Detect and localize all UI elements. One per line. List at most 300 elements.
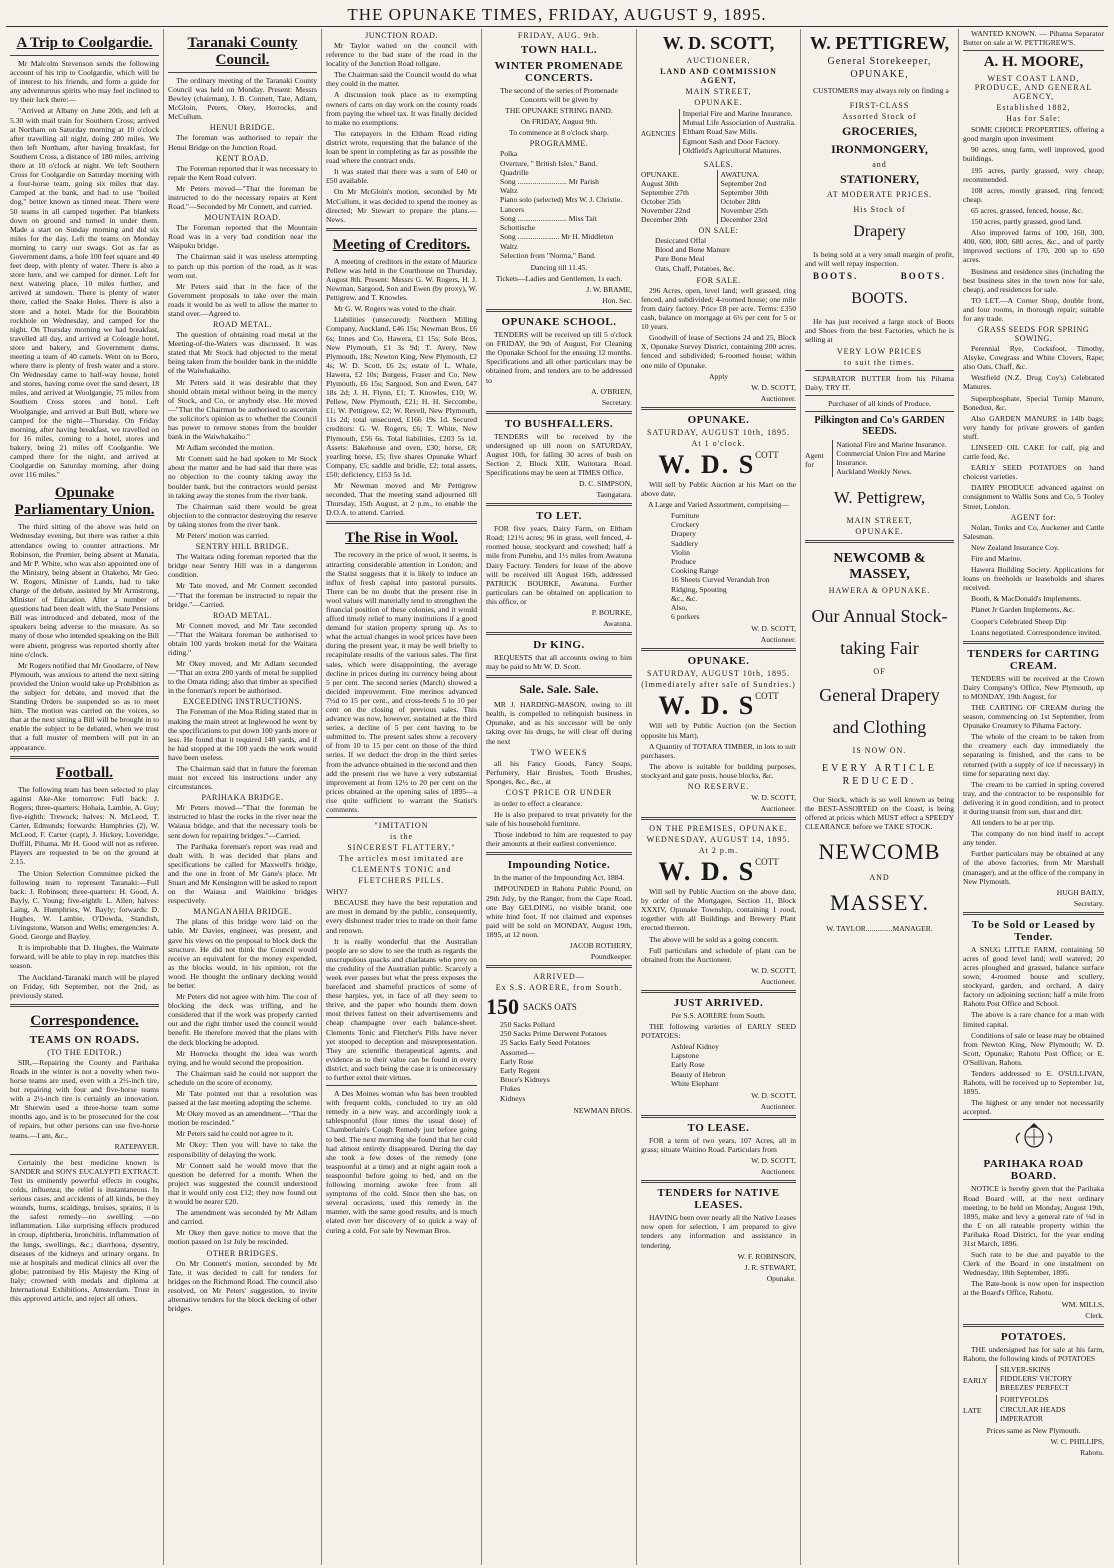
drapery-body: Is being sold at a very small margin of profit, and will well repay inspection. <box>805 250 954 269</box>
very-low-prices: VERY LOW PRICES <box>836 346 923 356</box>
apply-signature: W. D. SCOTT, <box>751 382 796 392</box>
groceries: GROCERIES, <box>841 124 918 139</box>
programme-item: Lancers <box>500 204 525 214</box>
reduced: REDUCED. <box>842 775 917 787</box>
metal-body-3: Mr Adlam seconded the motion. <box>176 443 275 453</box>
column-4 <box>482 29 637 1565</box>
wds-logo-3: W. D. S <box>658 857 756 887</box>
concert-line-1: The second of the series of Promenade Concerts will be given by <box>500 86 618 105</box>
agent7-body-7: Cooper's Celebrated Sheep Dip <box>971 616 1067 626</box>
is-now-on: IS NOW ON. <box>852 745 907 755</box>
oats-item: Flukes <box>500 1084 521 1094</box>
sale-date-awatuna: December 23rd <box>720 215 768 225</box>
coolgardie-body: "Arrived at Albany on June 20th, and left at 5.30 with mail train for Southern Cross; arrived at Northam on Saturday morning at 10 o'clock after travelling all night, doing 280 miles. We then left Northam, after having breakfast, for Southern Cross, a distance of 180 miles, arriving there at 10 o'clock at night. We left Southern Cross for Coolgardie on Saturday morning with a four-horse team, going six miles that day. Camped at the bank, and had to use "boiled dog," better known as tinned meat. There were 50 teams in all camped together. Pat blankets down on ground and turned in under them. Made a start on Sunday morning and did six miles for the day. Left the teams on Monday morning to carry our swags. Got as far as Government dams, a hole 100 feet square and 40 feet deep, with plenty of water. There is also a store here, and we camped for dinner. Left for next watering place, 10 miles further, and arrived at sundown. There is plenty of water there, called the Snake Holes. There is also a store and a hotel. Made for the Boorabbin rockhole on Wednesday, and camped for the night. On Thursday morning we had breakfast, travelled all day, and arrived at Coleagle hotel, store and bakery, and Government dams, meeting a team of 40 camels. Went on to Boro, where there is plenty of fresh water and a store. On Wednesday came to half-way house, hotel and stores, having come over the sand desert, 18 miles, and arrived at Woolgangie, 75 miles from Southern Cross stores and hotel. Left Woolgangie, and arrived at Bull Bull, where we camped for the night—Thursday. On Friday morning, after having breakfast, we travelled on for 16 miles, coming to a hotel, stores and bakery, being 21 miles off Coolgardie. We camped there for the night, and arrived at Coolgardie on Saturday morning, after doing over 116 miles." <box>10 106 159 480</box>
two-weeks: TWO WEEKS <box>530 747 588 757</box>
creditors-body-3: Liabilities (unsecured): Northern Milling Company, Auckland, £46 15s; Newman Bros, £6 6s; Innes and Co, Hawera, £1 15s; Sole Bros, New Plymouth, £1 3s 9d; T. Avery, New Plymouth, 18s; Newton King, New Plymouth, £2 4s; W. D. Scott, £6 2s; estate of L. Whale, Hawera, £2 10s; Burgess, Fraser and Co, New Plymouth, £6 15s; Sargood, Son and Ewen, £47 18s 2d; J. H. Flynn, £1; T. Knowles, £10; W. Pellew, New Plymouth, £21; H. H. Seccombe, £1; W. Pettigrew, £2; W. Revell, New Plymouth, 11s 2d; total unsecured, £166 19s 1d. Secured creditors: G. W. Rogers, £6; T. White, New Plymouth, £56 6s. Total liabilities, £203 5s 1d. Assets: Bakehouse and oven, £30; horse, £8; yearling horse, £5; five shares Opunake Wharf Company, £5; saddle and bridle, £2; total assets, £50; deficiency, £153 5s 1d. <box>326 315 477 479</box>
divider <box>963 1324 1104 1327</box>
football-body-1: The following team has been selected to play against Ake-Ake tomorrow: Full back: J. Rogers; three-quarters: Hohaia, Lambie, A. Guy; five-eighth: Trewock; halves: N. McLeod, T. Carter, Edmunds; forwards: Humphries (2), W. McLeod, F. Carter (capt), J. Hickey, Loveridge, Duffill, Pihama. Mr H. Good will not as referee. Players are requested to be on the ground at 2.15. <box>10 784 159 867</box>
junction-body-3: A discussion took place as to exempting owners of carts on day work on the county roads from paying the wheel tax. It was finally decided to make no exemptions. <box>326 90 477 127</box>
agency-item: Imperial Fire and Marine Insurance. <box>682 109 793 118</box>
arrived-heading: JUST ARRIVED. <box>673 996 764 1009</box>
potato-variety: Lapstone <box>671 1051 699 1061</box>
tonic-body-1: BECAUSE they have the best reputation and are most in demand by the public, consequently, every dishonest trader tries to trade on their fame and renown. <box>326 898 477 935</box>
agent7-body-1: Nolan, Tonks and Co, Auckener and Cattle Salesman. <box>963 522 1104 541</box>
football-title: Football. <box>55 764 114 781</box>
tickets-line: Tickets—Ladies and Gentlemen, 1s each. <box>495 274 623 283</box>
mountain-body-3: Mr Peters said that in the face of the Government proposals to take over the main roads it would be as well to allow the matter to stand over.—Agreed to. <box>168 281 317 318</box>
programme-item: Selection from "Norma," Band. <box>500 250 596 260</box>
scott-role-1: AUCTIONEER, <box>686 56 751 65</box>
manga-body-10: The amendment was seconded by Mr Adlam and carried. <box>168 1208 317 1227</box>
board-signature: WM. MILLS, <box>1061 1299 1104 1309</box>
auction1-items <box>671 511 796 621</box>
auction-item: 6 porkers <box>671 612 700 622</box>
auction-item: Produce <box>671 557 696 567</box>
imitation-line-6: FLETCHERS PILLS. <box>358 876 445 886</box>
general-line-2: and Clothing <box>832 716 927 737</box>
potato-variety: FIDDLERS' VICTORY <box>1000 1373 1073 1383</box>
auction1-date: SATURDAY, AUGUST 10th, 1895. <box>647 427 790 437</box>
drapery-heading: Drapery <box>853 223 906 241</box>
let-heading: TO LET. <box>536 510 582 523</box>
first-class: FIRST-CLASS <box>849 101 910 111</box>
imitation-line-5: CLEMENTS TONIC and <box>351 865 452 875</box>
moore-body-8: Business and residence sites (including the best business sites in the town now for sale, cheap), and residences for sale. <box>963 266 1104 294</box>
school-signature-role: Secretary. <box>601 397 632 407</box>
imitation-line-4: The articles most imitated are <box>338 854 465 864</box>
sentry-body-2: Mr Tate moved, and Mr Connett seconded—"That the foreman be instructed to repair the bridge."—Carried. <box>168 581 317 609</box>
moderate-prices: AT MODERATE PRICES. <box>826 190 933 200</box>
agency-item: National Fire and Marine Insurance. <box>836 439 947 449</box>
auction3-note-2: Full particulars and schedule of plant can be obtained from the Auctioneer. <box>641 945 796 964</box>
divider <box>486 675 632 678</box>
auction1-town: OPUNAKE. <box>687 413 750 426</box>
potatoes-place: Rahotu. <box>1080 1448 1104 1458</box>
his-stock: His Stock of <box>853 205 906 215</box>
football-body-4: The Auckland-Taranaki match will be played on Friday, 6th September, not the 2nd, as previously stated. <box>10 972 159 1000</box>
council-title: Taranaki County Council. <box>187 35 298 68</box>
lease-role: Auctioneer. <box>760 1167 796 1177</box>
programme-heading: PROGRAMME. <box>529 139 589 149</box>
grass-heading: GRASS SEEDS FOR SPRING SOWING. <box>977 325 1090 344</box>
arrived-ship-line: Per S.S. AORERE from South. <box>671 1010 766 1020</box>
moore-name: A. H. MOORE, <box>983 54 1084 71</box>
agencies-list <box>679 109 796 155</box>
divider <box>326 1085 477 1086</box>
council-intro: The ordinary meeting of the Taranaki County Council was held on Monday. Present: Messrs Bewley (chairman), J. B. Connett, Tate, Adlam, McGloin, Peters, Okey, Horrocks, and McCullum. <box>168 76 317 122</box>
kent-body-2: Mr Peters moved—"That the foreman be instructed to do the necessary repairs at Kent Road."—Seconded by Mr Connett, and carried. <box>168 183 317 212</box>
agency-item: Oldfield's Agricultural Manures. <box>682 145 782 155</box>
forsale-heading: FOR SALE. <box>696 275 741 285</box>
late-label: LATE <box>963 1406 982 1416</box>
wds-logo: W. D. S <box>658 449 756 479</box>
potatoes-price: Prices same as New Plymouth. <box>986 1425 1081 1435</box>
onsale-item: Oats, Chaff, Potatoes, &c. <box>655 263 735 273</box>
auction1-body: Will sell by Public Auction at his Mart on the above date, <box>641 479 796 498</box>
auction3-time: At 2 p.m. <box>698 846 739 856</box>
suit-times: to suit the times. <box>844 357 915 367</box>
tender-body-4: Tenders addressed to E. O'SULLIVAN, Rahotu, will be received up to September 1st, 1895. <box>963 1068 1104 1097</box>
programme-item: Song .......................... Mr Parish <box>500 177 599 187</box>
school-body: TENDERS will be received up till 5 o'clock on FRIDAY, the 9th of August, For Cleaning the Opunake School for the ensuing 12 months. Specifications and all other particulars may be obtained from, and tenders are to be addressed to <box>486 330 632 385</box>
moore-established: Established 1882, <box>996 103 1071 113</box>
henui-body: The foreman was authorised to repair the Henui Bridge on the Junction Road. <box>168 133 317 152</box>
imitation-line-2: is the <box>389 832 414 842</box>
auction1-signature: W. D. SCOTT, <box>751 624 796 634</box>
sale-date-opunake: September 27th <box>641 188 689 198</box>
dancing-line: Dancing till 11.45. <box>530 262 588 272</box>
tender-heading: To be Sold or Leased by Tender. <box>971 918 1096 943</box>
divider <box>641 1180 796 1183</box>
metal-body-2: Mr Peters said it was desirable that they should obtain metal without being in the mercy of Stock, and Co, or anybody else. He moved—"That the Chairman be authorised to ascertain the solicitor's opinion as to whether the Council has power to remove stones from the boulder bank in the Waiwhakaiho." <box>168 377 317 442</box>
auction-item: Also, <box>671 603 688 613</box>
agent-for-heading: AGENT for: <box>1010 512 1057 522</box>
board-role: Clerk. <box>1085 1310 1104 1320</box>
forsale-body-1: 296 Acres, open, level land; well grassed, ring fenced, and subdivided; 4-roomed house; one mile from dairy factory. Price £8 per acre. Terms: £350 cash, balance on mortgage at 6½ per cent for 5 or 10 years. <box>641 285 796 332</box>
bush-signature: D. C. SIMPSON, <box>579 479 632 489</box>
divider <box>168 72 317 73</box>
king-body: REQUESTS that all accounts owing to him may be paid to Mr W. D. Scott. <box>486 652 632 672</box>
tender-body-5: The highest or any tender not necessarily accepted. <box>963 1098 1104 1117</box>
agency-item: Egmont Sash and Door Factory. <box>682 136 780 146</box>
auction3-role: Auctioneer. <box>760 976 796 986</box>
coolgardie-title: A Trip to Coolgardie. <box>16 35 153 51</box>
auction2-body: Will sell by Public Auction (on the Section opposite his Mart), <box>641 721 796 740</box>
manga-body-1: The plans of this bridge were laid on the table. Mr Davies, engineer, was present, and gave his views on the proposal to block deck the structure. He did not think the Council would receive an equivalent for the money expended, as the blocks would, in his opinion, rot the wood. He thought the ordinary decking would be better. <box>168 917 317 990</box>
impound-role: Poundkeeper. <box>590 952 632 962</box>
manga-body-11: Mr Okey then gave notice to move that the motion passed on 1st July be rescinded. <box>168 1228 317 1247</box>
potatoes-body: THE undersigned has for sale at his farm, Rahotu, the following kinds of POTATOES <box>963 1344 1104 1363</box>
divider <box>963 1119 1104 1120</box>
general-line-1: General Drapery <box>819 684 940 705</box>
forsale-body-2: Goodwill of lease of Sections 24 and 25, Block X, Opunake Survey District, containing 200 acres, fenced and subdivided; 6-roomed house; within one mile of Opunake. <box>641 333 796 370</box>
auction2-date: SATURDAY, AUGUST 10th, 1895. <box>647 669 790 679</box>
sentry-body-1: The Waitara riding foreman reported that the bridge near Sentry Hill was in a dangerous condition. <box>168 552 317 580</box>
metal-body-1: The question of obtaining road metal at the Meeting-of-the-Waters was discussed. It was stated that Mr Stock had objected to the metal being taken from the boulder bank in the middle of the Waiwhakaiho. <box>168 330 317 376</box>
sale-date-opunake: December 20th <box>641 215 688 225</box>
concert-heading: WINTER PROMENADE CONCERTS. <box>494 60 624 84</box>
other-body: On Mr Connett's motion, seconded by Mr Tate, it was decided to call for tenders for bridges on the Richmond Road. The council also resolved, on Mr Peters' suggestion, to invite alternative tenders for the block decking of other bridges. <box>168 1258 317 1313</box>
onsale-item: Desiccated Offal <box>655 236 707 246</box>
auction-item: Ridging, Spouting <box>671 584 727 594</box>
cream-body-7: Further particulars may be obtained at any of the above factories, from Mr Marshall (manager), and at the office of the company in New Plymouth. <box>963 849 1104 886</box>
potato-variety: Early Rose <box>671 1060 705 1070</box>
sale-date-opunake: August 30th <box>641 179 679 189</box>
lease-body: FOR a term of two years, 107 Acres, all in grass; situate Waitino Road. Particulars from <box>641 1136 796 1155</box>
sales-schedule <box>641 170 796 224</box>
correspondence-title: Correspondence. <box>30 1012 139 1029</box>
column-6 <box>801 29 959 1565</box>
oats-list <box>500 1020 632 1103</box>
imitation-line-3: SINCEREST FLATTERY." <box>347 843 456 853</box>
junction-body-1: Mr Taylor waited on the council with reference to the bad state of the road in the locality of the Junction Road tollgate. <box>326 41 477 69</box>
newcomb-heading: NEWCOMB & MASSEY, <box>833 550 926 582</box>
arrived-role: Auctioneer. <box>760 1102 796 1112</box>
moore-body-5: 65 acres, grassed, fenced, house, &c. <box>971 205 1084 215</box>
assorted-label: Assorted Stock of <box>842 112 917 122</box>
metal-body-4: Mr Connett said he had spoken to Mr Stock about the matter and he had said that there was no objection to the county taking away the boulder bank, but the contractors would persist in taking away the stones from the river bank. <box>168 454 317 500</box>
sales-awatuna-dates <box>721 179 797 224</box>
junction-body-4: The ratepayers in the Eltham Road riding district wrote, requesting that the balance of the loan be spent in completing as far as possible the road where the contract ends. <box>326 128 477 166</box>
divider <box>10 1004 159 1007</box>
sale-date-awatuna: November 25th <box>720 206 768 216</box>
metal2-body-2: Mr Okey moved, and Mr Adlam seconded—"That an extra 200 yards of metal be supplied to the Omata riding; also that timber as specified in the foreman's report be authorised. <box>168 659 317 696</box>
manga-body-9: Mr Connett said he would move that the question be deferred for a month. When the project was suggested the council understood that it would only cost £12; they now found out it would be nearer £20. <box>168 1160 317 1207</box>
concert-date: FRIDAY, AUG. 9th. <box>517 31 601 40</box>
potato-variety: SILVER-SKINS <box>1000 1364 1051 1374</box>
other-heading: OTHER BRIDGES. <box>206 1248 279 1258</box>
creditors-body-1: A meeting of creditors in the estate of Maurice Pellew was held in the Courthouse on Thursday, August 8th. Present: Messrs G. W. Rogers, H. J. Newman, Sargood, Son and Ewen (by proxy), W. Pettigrew, and T. Knowles. <box>326 256 477 303</box>
union-body-2: Mr Rogers notified that Mr Goodacre, of New Plymouth, was anxious to attend the next sitting provided the Union would take up Prohibition as the subject for debate, and moved that the Standing Orders be suspended so as to meet him. The motion was carried on the voices, so that at the next sitting a Bill will be brought in to enable the subject to be debated, when we trust that a full muster of members will put in an appearance. <box>10 660 159 752</box>
auction2-town: OPUNAKE. <box>687 655 750 668</box>
wds-logo-suffix: COTT <box>755 449 779 460</box>
potato-variety: Beauty of Hebron <box>671 1069 726 1079</box>
massey-big: MASSEY. <box>830 890 929 916</box>
divider <box>486 965 632 968</box>
letter-body: SIR,—Repairing the County and Parihaka Roads in the winter is not a novelty when two-horse teams are used, even with a 2½-inch tire, but repairing with four and five-horse teams with a 2½-inch tire is certainly an innovation. Mr Sherwin used a three-horse team some months ago, and is to be prosecuted for the cost of repairs, but other persons can use five-horse teams.—I am, &c., <box>10 1057 159 1140</box>
parihaka-heading: PARIHAKA BRIDGE. <box>201 793 284 803</box>
remedy-notice: Certainly the best medicine known is SANDER and SON'S EUCALYPTI EXTRACT. Test its eminently powerful effects in coughs, colds, influenza; the relief is instantaneous. In serious cases, and accidents of all kinds, be they wounds, burns, scaldings, bruises, sprains, it is the safest remedy—no swelling —no inflammation. Like surprising effects produced in croup, diphtheria, bronchitis, inflammation of the lungs, swellings, &c.; diarrhoea, dysentry, diseases of the kidneys and urinary organs. In use at hospitals and medical clinics all over the globe; patronised by His Majesty the King of Italy; crowned with medals and diploma at International Exhibitions, Amsterdam. Trust in this approved article, and reject all others. <box>10 1157 159 1304</box>
onsale-item: Blood and Bone Manure <box>655 245 730 255</box>
moore-hasfor: Has for Sale: <box>1006 114 1061 124</box>
potatoes-heading: POTATOES. <box>1000 1330 1067 1343</box>
auction3-date: WEDNESDAY, AUGUST 14, 1895. <box>646 835 791 845</box>
potato-variety: BREEZES' PERFECT <box>1000 1383 1069 1393</box>
lease-heading: TO LEASE. <box>687 1122 750 1135</box>
auction-item: &c., &c. <box>671 593 698 603</box>
divider <box>10 756 159 759</box>
grass-body-1: Perennial Rye, Cocksfoot, Timothy, Alsyke, Cowgrass and White Clovers, Rape; also Oats, Chaff, &c. <box>963 344 1104 372</box>
coolgardie-intro: Mr Malcolm Stevenson sends the following account of his trip to Coolgardie, which will be of interest to his friends, and form a guide for any adventurous spirits who may feel inclined to try their luck there:— <box>10 59 159 105</box>
auction2-item: A Quantity of TOTARA TIMBER, in lots to suit purchasers. <box>641 741 796 760</box>
desmoines-notice: A Des Moines woman who has been troubled with frequent colds, concluded to try an old remedy in a new way, and accordingly took a tablespoonful (four times the usual dose) of Chamberlain's Cough Remedy just before going to bed. The next morning she found that her cold had almost entirely disappeared. During the day she took a few doses of the remedy (one teaspoonful at a time) and at night again took a teaspoonful before going to bed, and on the following morning awoke free from all symptoms of the cold. Since then she has, on several occasions, used this remedy in the manner, with the same good results, and is much elated over her discovery of so quick a way of curing a cold. For sale by Newman Bros. <box>326 1089 477 1235</box>
mountain-heading: MOUNTAIN ROAD. <box>204 213 281 223</box>
junction-heading: JUNCTION ROAD. <box>365 31 438 40</box>
scott-role-2: LAND AND COMMISSION AGENT, <box>660 67 777 85</box>
sale-date-opunake: October 25th <box>641 197 681 207</box>
why-label: WHY? <box>326 887 348 897</box>
native-place: Opunake. <box>766 1273 796 1283</box>
auction3-body: Will sell by Public Auction on the above date, by order of the Mortgagee, Section 11, Block XXXIV, Opunake Township, containing 1 rood, together with all Buildings and Brewery Plant erected thereon. <box>641 887 796 933</box>
oats-item: 250 Sacks Prime Derwent Potatoes <box>500 1029 607 1039</box>
divider <box>963 912 1104 915</box>
moore-body-7: Also improved farms of 100, 160, 300, 400, 600, 800, 680 acres, &c., and of partly improved sections of 170, 200 up to 650 acres. <box>963 228 1104 265</box>
tender-body-1: A SNUG LITTLE FARM, containing 50 acres of good level land; well watered; 20 acres ploughed and grassed, balance surface sown; 4-roomed house and scullery, stockyard, garden, and orchard. A dairy factory on adjoining section; half a mile from Rahotu Post Office and School. <box>963 944 1104 1009</box>
wool-title: The Rise in Wool. <box>344 530 459 547</box>
agency-item: Eltham Road Saw Mills. <box>682 127 758 137</box>
programme-item: Waltz <box>500 241 518 251</box>
divider <box>641 407 796 410</box>
cream-heading: TENDERS for CARTING CREAM. <box>967 647 1100 672</box>
apply-label: Apply <box>709 371 728 381</box>
newman-signature: NEWMAN BROS. <box>573 1105 632 1115</box>
stock-body: Our Stock, which is so well known as being the BEST-ASSORTED on the Coast, is being offered at prices which MUST effect a SPEEDY CLEARANCE before we TAKE STOCK. <box>805 794 954 831</box>
manga-body-5: Mr Tate pointed out that a resolution was passed at the last meeting adopting the scheme. <box>168 1089 317 1108</box>
native-signature-2: J. R. STEWART, <box>744 1262 796 1272</box>
native-body: HAVING been over nearly all the Native Leases now open for selection, I am prepared to give tenders any information and assistance in tendering. <box>641 1213 796 1250</box>
lease-signature: W. D. SCOTT, <box>751 1156 796 1166</box>
divider <box>326 817 477 818</box>
sale-body-5: Those indebted to him are requested to pay their amounts at their earliest convenience. <box>486 830 632 849</box>
agent7-body-4: Hawera Building Society. Applications for loans on freeholds or leaseholds and shares received. <box>963 565 1104 593</box>
divider <box>805 411 954 412</box>
scott-name: W. D. SCOTT, <box>662 33 775 53</box>
impound-act: In the matter of the Impounding Act, 1884. <box>493 873 625 883</box>
manga-heading: MANGANAHIA BRIDGE. <box>193 907 292 917</box>
native-heading: TENDERS for NATIVE LEASES. <box>657 1187 780 1212</box>
henui-heading: HENUI BRIDGE. <box>209 123 276 133</box>
annual-line-1: Our Annual Stock- <box>811 605 948 626</box>
oats-item: Kidneys <box>500 1093 526 1103</box>
column-1 <box>6 29 164 1565</box>
board-body-1: NOTICE is hereby given that the Parihaka Road Board will, at the next ordinary meeting, to be held on Monday, August 19th, 1895, make and levy a general rate of ⅛d in the £ on all rateable property within the Parihaka Road District, for the year ending 31st March, 1896. <box>963 1184 1104 1248</box>
boots-line: BOOTS. BOOTS. <box>812 271 947 282</box>
ironmongery: IRONMONGERY, <box>831 142 928 157</box>
boots-body: He has just received a large stock of Boots and Shoes from the best Factories, which he is selling at <box>805 317 954 345</box>
moore-body-4: 108 acres, mostly grassed, ring fenced; cheap. <box>963 185 1104 204</box>
programme-item: Song ...................... Mr H. Middleton <box>500 232 614 242</box>
sale-date-opunake: November 22nd <box>641 206 691 216</box>
bush-body: TENDERS will be received by the undersigned up till noon on SATURDAY, August 10th, for falling 30 acres of bush on Section 2, Block XIII, Waitotara Road. Specifications may be seen at TIMES Office. <box>486 431 632 478</box>
bush-place: Taungatara. <box>596 490 632 500</box>
divider <box>10 55 159 56</box>
programme-item: Quadrille <box>500 167 529 177</box>
wanted-body: WANTED KNOWN. — Pihama Separator Butter on sale at W. PETTIGREW'S. <box>963 29 1104 48</box>
agencies-label: AGENCIES <box>641 129 676 138</box>
parihaka-body-1: Mr Peters moved—"That the foreman be instructed to blast the rocks in the river near the Waiaua bridge, and that the necessary tools be sent down for repairing bridges."—Carried. <box>168 803 317 840</box>
agent7-body-6: Planet Jr Garden Implements, &c. <box>971 605 1075 615</box>
mountain-body-1: The Foreman reported that the Mountain Road was in a very bad condition near the Waipuku bridge. <box>168 223 317 251</box>
tender-body-3: Conditions of sale or lease may be obtained from Newton King, New Plymouth; W. D. Scott, Opunake; Rahotu Post Office; or E. O'Sullivan, Rahotu. <box>963 1030 1104 1067</box>
crest-icon <box>963 1123 1104 1154</box>
manga-body-8: Mr Okey: Then you will have to take the responsibility of delaying the work. <box>168 1140 317 1159</box>
auction-item: Drapery <box>671 529 696 539</box>
cream-signature: HUGH BAILY, <box>1056 887 1104 897</box>
masthead: THE OPUNAKE TIMES, FRIDAY, AUGUST 9, 1895. <box>6 4 1108 27</box>
wds-logo-suffix-3: COTT <box>755 857 779 868</box>
oats-item: 250 Sacks Pollard <box>500 1020 555 1030</box>
auction-item: Saddlery <box>671 538 698 548</box>
concert-signature-role: Hon. Sec. <box>602 296 632 306</box>
onsale-heading: ON SALE: <box>698 226 739 236</box>
metal-body-6: Mr Peters' motion was carried. <box>176 531 270 541</box>
excess-heading: EXCEEDING INSTRUCTIONS. <box>182 697 303 707</box>
column-7 <box>959 29 1108 1565</box>
wool-body: The recovery in the price of wool, it seems, is attracting considerable attention in London; and the Statist suggests that it is likely to induce an influx of fresh capital into pastoral pursuits. There can be no doubt that the present rise in wool values will materially tend to strengthen the financial position of these colonies, and it would afford timely relief to many institutions if a good demand for station property sprung up. As to what the actual changes in wool prices have been during the present year, it may be well briefly to recapitulate results of the various sales. The first sales, which were disappointing, the average decline in prices during its currency being about 5 per cent. The second series (March) showed a decided improvement. Fine merinos advanced 7½d to 15 per cent., and cross-breds 5 to 10 per cent on the closing of previous sales. This advance was now, however, sustained at the third series, a decline of 5 per cent having to be submitted to. The present sales show a recovery of from 10 to 15 per cent on those of the third series. If we deduct the drop in the third series from the advance obtained in the second and then add the present rise we have a very substantial improvement at from 12½ to 20 per cent on the prices obtained at the opening sales of 1895—a rise quite sufficient to warrant the Statist's comments. <box>326 550 477 815</box>
moore-body-2: 90 acres, snug farm, well improved, good buildings. <box>963 145 1104 164</box>
metal-heading: ROAD METAL. <box>212 320 273 330</box>
auction2-signature: W. D. SCOTT, <box>751 793 796 803</box>
auction-item: Crockery <box>671 520 700 530</box>
sale-date-awatuna: October 28th <box>720 197 761 207</box>
auction2-time: (Immediately after sale of Sundries.) <box>641 680 796 690</box>
divider <box>10 1154 159 1155</box>
grass-body-6: EARLY SEED POTATOES on hand choicest varieties. <box>963 463 1104 482</box>
potato-variety: CIRCULAR HEADS <box>1000 1404 1066 1414</box>
let-body: FOR five years, Dairy Farm, on Eltham Road; 121½ acres; 96 in grass, well fenced, 4-roomed house, stockyard and cowshed; half a mile from Punehu, and 1½ miles from Awatuna Dairy Factory. Tenders for lease of the above will be received till August 16th, addressed PATRICK BOURKE, Awatuna. Further particulars can be obtained on application to this office, or <box>486 524 632 606</box>
divider <box>486 632 632 635</box>
main-street: MAIN STREET, <box>846 515 913 525</box>
king-heading: Dr KING. <box>533 638 585 651</box>
agent7-body-8: Loans negotiated. Correspondence invited. <box>971 627 1102 637</box>
oats-item: 25 Sacks Early Seed Potatoes <box>500 1038 590 1048</box>
oats-item: Early Regent <box>500 1066 540 1076</box>
let-signature: P. BOURKE, <box>591 607 632 617</box>
columns <box>6 29 1108 1565</box>
oats-item: Bruce's Kidneys <box>500 1075 550 1085</box>
boots-heading: BOOTS. <box>851 290 908 308</box>
sale-date-awatuna: September 30th <box>720 188 769 198</box>
divider <box>326 228 477 231</box>
onsale-item: Pure Bone Meal <box>655 254 705 264</box>
junction-body-5: It was stated that there was a sum of £40 or £50 available. <box>326 167 477 186</box>
cream-body-4: The cream to be carried in spring covered tray, and the contractor to be responsible for delivering it in good condition, and to protect it during transit from sun, dust and dirt. <box>963 779 1104 816</box>
potato-variety: Ashleaf Kidney <box>671 1042 719 1052</box>
grass-body-3: Superphosphate, Special Turnip Manure, Bonedust, &c. <box>963 393 1104 412</box>
agent-list <box>832 440 954 477</box>
union-body-1: The third sitting of the above was held on Wednesday evening, but there was rather a thin attendance owing to counter attractions. Mr Robinson, the Premier, being absent at Manaia, and Mr P. White, who was also appointed one of the Ministry, being absent at Otakeho, Mr Geo. W. Rogers, Minister of Lands, had to take charge of the debate, assisted by Mr Armstrong, Minister of Education. After a number of questions had been dealt with, the State Pensions Bill was introduced and debated, most of the speakers being adverse to the measure. As so many of those who intended speaking on the Bill were absent, progress was reported shortly after nine o'clock. <box>10 522 159 659</box>
onsale-list <box>655 236 796 273</box>
board-body-3: The Rate-book is now open for inspection at the Board's Office, Rahotu. <box>963 1279 1104 1298</box>
impound-signature: JACOB ROTHERY, <box>569 941 632 951</box>
wds-logo-suffix-2: COTT <box>755 691 779 702</box>
sale-body-1: MR J. HARDING-MASON, owing to ill health, is compelled to relinquish business in Opunake, and as his successor will be only taking over his drugs, he will clear off during the next <box>486 700 632 746</box>
customers-body: CUSTOMERS may always rely on finding a <box>813 86 949 95</box>
cream-body-1: TENDERS will be received at the Crown Dairy Company's Office, New Plymouth, up to MONDAY, 19th August, for <box>963 673 1104 701</box>
auction3-note-1: The above will be sold as a going concern. <box>649 934 779 944</box>
grass-body-7: DAIRY PRODUCE advanced against on consignment to Wallis Sons and Co, 5 Tooley Street, London. <box>963 483 1104 511</box>
junction-body-6: On Mr McGloin's motion, seconded by Mr McCullum, it was decided to spend the money as directed; Mr Stewart to prepare the plans.—News. <box>326 187 477 224</box>
metal2-body-1: Mr Connett moved, and Mr Tate seconded—"That the Waitara foreman be authorised to obtain 100 yards broken metal for the Waitara riding." <box>168 620 317 657</box>
moore-role: WEST COAST LAND, PRODUCE, AND GENERAL AGENCY, <box>974 74 1093 102</box>
pettigrew-name: W. PETTIGREW, <box>809 33 950 53</box>
sales-heading: SALES. <box>703 160 734 170</box>
kent-body-1: The Foreman reported that it was necessary to repair the Kent Road culvert. <box>168 163 317 182</box>
and-word-2: AND <box>869 873 890 883</box>
agent7-body-2: New Zealand Insurance Coy. <box>971 542 1060 552</box>
concert-line-3: On FRIDAY, August 9th. <box>520 117 598 127</box>
programme-list <box>500 149 632 259</box>
junction-body-2: The Chairman said the Council would do what they could in the matter. <box>326 70 477 89</box>
agency-item: Mutual Life Association of Australia. <box>682 118 796 128</box>
divider <box>486 411 632 414</box>
manga-body-3: Mr Horrocks thought the idea was worth trying, and he would second the proposition. <box>168 1048 317 1067</box>
auction-item: Furniture <box>671 511 700 521</box>
divider <box>641 990 796 993</box>
cream-role: Secretary. <box>1073 898 1104 908</box>
tender-body-2: The above is a rare chance for a man with limited capital. <box>963 1010 1104 1029</box>
grass-body-2: Westfield (N.Z. Drug Coy's) Celebrated Manures. <box>963 373 1104 392</box>
excess-body-2: The Chairman said that in future the foreman must not exceed his instructions under any circumstances. <box>168 764 317 792</box>
concert-signature: J. W. BRAME, <box>586 285 632 295</box>
mountain-body-2: The Chairman said it was useless attempting to patch up this portion of the road, as it was worn out. <box>168 252 317 280</box>
agency-item: Commercial Union Fire and Marine Insurance. <box>836 449 946 468</box>
agent-label: Agent for <box>805 450 824 469</box>
potato-variety: White Elephant <box>671 1078 719 1088</box>
cream-body-5: All tenders to be at per trip. <box>971 818 1055 828</box>
auction2-role: Auctioneer. <box>760 804 796 814</box>
cost-price: COST PRICE OR UNDER <box>505 787 613 797</box>
creditors-body-4: Mr Newman moved and Mr Pettigrew seconded, That the meeting stand adjourned till Thursday, 15th August, at 2 p.m., to enable the D.O.A. to attend. Carried. <box>326 481 477 518</box>
oats-item: Assorted— <box>500 1047 535 1057</box>
sale-heading: Sale. Sale. Sale. <box>519 682 599 697</box>
to-editor: (TO THE EDITOR.) <box>47 1047 122 1057</box>
sale-body-3: in order to effect a clearance. <box>494 798 583 808</box>
programme-item: Waltz <box>500 186 518 196</box>
column-2 <box>164 29 322 1565</box>
teams-heading: TEAMS ON ROADS. <box>29 1033 140 1046</box>
pilkington-seeds: Pilkington and Co's GARDEN SEEDS. <box>814 414 945 437</box>
